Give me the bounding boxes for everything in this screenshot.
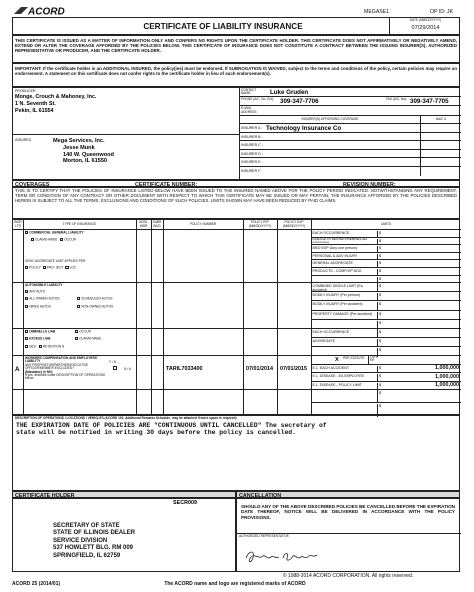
policy-label: POLICY	[29, 265, 41, 270]
claims-made-label: CLAIMS-MADE	[35, 237, 58, 242]
col-addl: ADDL INSR	[139, 220, 148, 228]
holder-line: 537 HOWLETT BLG. RM 009	[53, 545, 134, 552]
insurer-label: INSURER A :	[241, 126, 263, 130]
limit-label: PRODUCTS - COMP/OP AGG	[312, 269, 362, 273]
acord-logo	[12, 5, 72, 17]
op-id: OP ID: JK	[430, 9, 453, 15]
cert-number-label: CERTIFICATE NUMBER:	[135, 181, 198, 188]
top-id: MEGASE1	[364, 9, 390, 15]
insured-line: Morton, IL 61550	[63, 158, 108, 165]
insurer-label: INSURER B :	[241, 134, 263, 139]
umbrella-type	[25, 330, 135, 349]
producer-box	[13, 88, 240, 134]
table-header-row	[13, 220, 461, 230]
loc-label: LOC	[69, 265, 77, 270]
col-ltr: INSR LTR	[14, 220, 22, 228]
limit-row: E.L. EACH ACCIDENT $ 1,000,000	[312, 365, 459, 371]
naic-header: NAIC #	[420, 116, 461, 123]
contact-name-label: CONTACT NAME:	[241, 87, 257, 96]
producer-line: Pekin, IL 61554	[15, 108, 54, 115]
retention-checkbox[interactable]	[39, 345, 42, 348]
limit-row: EACH OCCURRENCE $	[311, 230, 461, 238]
insurer-label: INSURER D :	[241, 151, 263, 156]
umbrella-section	[13, 329, 461, 356]
date-box	[389, 18, 461, 34]
contact-name-row	[240, 88, 461, 97]
umbrella-occur-checkbox[interactable]	[75, 330, 78, 333]
insured-lines	[53, 138, 114, 165]
holder-label: CERTIFICATE HOLDER	[15, 492, 75, 499]
limit-row: PERSONAL & ADV INJURY $	[311, 253, 461, 261]
col-exp: POLICY EXP (MM/DD/YYYY)	[282, 220, 306, 228]
hired-checkbox[interactable]	[25, 305, 28, 308]
limit-label: GENERAL AGGREGATE	[312, 261, 353, 266]
svg-text:ACORD: ACORD	[28, 6, 65, 17]
col-subr: SUBR WVD	[152, 220, 162, 228]
scheduled-checkbox[interactable]	[77, 297, 80, 300]
limit-label: MED EXP (Any one person)	[312, 246, 358, 251]
limit-label: EACH OCCURRENCE	[312, 330, 350, 334]
auto-type	[25, 284, 135, 309]
holder-line: SPRINGFIELD, IL 62759	[53, 552, 121, 559]
email-label: E-MAIL ADDRESS:	[241, 106, 258, 114]
producer-line: 1 N. Seventh St.	[15, 101, 56, 108]
trademark: The ACORD name and logo are registered marks of ACORD	[164, 581, 306, 587]
disclaimer: THIS CERTIFICATE IS ISSUED AS A MATTER OF INFORMATION ONLY AND CONFERS NO RIGHTS UPON THE CERTIFICATE HOLDER. THIS CERTIFICATE DOES NOT AFFIRMATIVELY OR NEGATIVELY AMEND, EXTEND OR ALTER THE COVERAGE AFFORDED BY THE POLICIES BELOW. THIS CERTIFICATE OF INSURANCE DOES NOT CONSTITUTE A CONTRACT BETWEEN THE ISSUING INSURER(S), AUTHORIZED REPRESENTATIVE OR PRODUCER, AND THE CERTIFICATE HOLDER.	[12, 35, 460, 63]
holder-header	[12, 491, 236, 498]
limit-row: PRODUCTS - COMP/OP AGG $	[311, 268, 461, 276]
insurer-row	[240, 124, 461, 133]
limit-value: 1,000,000	[435, 373, 459, 380]
wc-policy-number: TARIL7033400	[166, 366, 203, 372]
umbrella-label: UMBRELLA LIAB	[29, 329, 56, 334]
holder-line: STATE OF ILLINOIS DEALER	[53, 530, 136, 537]
insurer-label: INSURER C :	[241, 143, 263, 148]
limit-row: $	[311, 320, 461, 329]
insurer-row	[240, 150, 461, 159]
insured-line: Jesse Munk	[63, 144, 95, 151]
limit-row: E.L. DISEASE - EA EMPLOYEE $ 1,000,000	[312, 373, 459, 380]
col-eff: POLICY EFF (MM/DD/YYYY)	[248, 220, 272, 228]
non-owned-checkbox[interactable]	[77, 305, 80, 308]
limit-row: EACH OCCURRENCE $	[311, 329, 461, 338]
important-notice: IMPORTANT: If the certificate holder is an ADDITIONAL INSURED, the policy(ies) must be endorsed. If SUBROGATION IS WAIVED, subject to the terms and conditions of the policy, certain policies may require an endorsement. A statement on this certificate does not confer rights to the certificate holder in lieu of such endorsement(s).	[12, 63, 460, 87]
wc-eff-date: 07/01/2014	[246, 366, 273, 372]
limit-row: DAMAGE TO RENTED PREMISES (Ea occurrence) $	[311, 238, 461, 246]
insurer-label: INSURER E :	[241, 160, 263, 165]
wc-yn-box[interactable]	[113, 366, 117, 370]
any-auto-label: ANY AUTO	[29, 289, 46, 294]
contact-name: Luke Gruden	[270, 89, 309, 96]
contact-box	[240, 88, 461, 124]
limit-label: E.L. EACH ACCIDENT	[312, 365, 350, 370]
limit-row: PROPERTY DAMAGE (Per accident) $	[311, 311, 461, 320]
date-label: DATE (MM/DD/YYYY)	[409, 18, 442, 22]
blank-limits: $ $	[311, 390, 461, 416]
insured-line: 140 W. Queenwood	[63, 151, 114, 158]
umbrella-claims-checkbox[interactable]	[75, 337, 78, 340]
document-title: CERTIFICATE OF LIABILITY INSURANCE	[143, 22, 303, 31]
per-statute-mark: X	[335, 357, 339, 363]
non-owned-label: NON-OWNED AUTOS	[81, 304, 114, 309]
limit-label: BODILY INJURY (Per person)	[312, 293, 361, 298]
fax-label: FAX (A/C, No):	[386, 96, 408, 101]
rep-area	[237, 533, 461, 573]
agg-title: GEN'L AGGREGATE LIMIT APPLIES PER:	[25, 259, 87, 264]
col-limits: LIMITS	[380, 222, 392, 226]
wc-statute-row	[311, 356, 461, 365]
limit-row: GENERAL AGGREGATE $	[311, 260, 461, 268]
wc-describe: If yes, describe under DESCRIPTION OF OPERATIONS below	[25, 373, 106, 381]
excess-label: EXCESS LIAB	[29, 336, 51, 341]
insurer-row	[240, 167, 461, 176]
insurer-header-row	[240, 116, 461, 124]
umbrella-checkbox[interactable]	[25, 330, 28, 333]
holder-box	[12, 498, 236, 572]
loc-checkbox[interactable]	[65, 266, 68, 269]
producer-label: PRODUCER	[15, 89, 36, 93]
limit-label: E.L. DISEASE - EA EMPLOYEE	[312, 374, 365, 378]
wc-na: N / A	[124, 367, 131, 371]
email-row	[240, 106, 461, 116]
col-policy: POLICY NUMBER	[189, 222, 217, 226]
limit-label: EACH OCCURRENCE	[312, 231, 350, 235]
holder-line: SERVICE DIVISION	[53, 537, 108, 544]
wc-mandatory: (Mandatory in NH)	[25, 369, 53, 374]
scheduled-label: SCHEDULED AUTOS	[81, 296, 113, 301]
wc-proprietor: ANY PROPRIETOR/PARTNER/EXECUTIVE OFFICER/MEMBER EXCLUDED?	[25, 363, 89, 371]
wc-yn: Y / N	[109, 360, 117, 364]
title-bar	[12, 17, 460, 35]
limit-row: $	[311, 347, 461, 356]
limit-value: 1,000,000	[435, 365, 459, 371]
acord-logo-icon	[12, 5, 72, 17]
auto-title: AUTOMOBILE LIABILITY	[25, 283, 63, 287]
fax-value: 309-347-7705	[410, 98, 449, 105]
blank-coverage-row	[13, 390, 461, 416]
cancellation-label: CANCELLATION	[239, 492, 282, 499]
limit-label: BODILY INJURY (Per accident)	[312, 302, 363, 307]
coverage-table	[12, 219, 460, 415]
description-text: THE EXPIRATION DATE OF POLICIES ARE "CONTINUOUS UNTIL CANCELLED" The secretary of state will be notified in writing 30 days before the policy is cancelled.	[16, 421, 327, 436]
per-statute-label: PER STATUTE	[343, 355, 365, 360]
description-label: DESCRIPTION OF OPERATIONS / LOCATIONS / VEHICLES (ACORD 101, Additional Remarks Schedule, may be attached if more space is required)	[15, 416, 237, 420]
limit-label: PROPERTY DAMAGE (Per accident)	[312, 311, 373, 316]
col-type: TYPE OF INSURANCE	[62, 222, 97, 226]
holder-line: SECRETARY OF STATE	[53, 523, 120, 529]
contact-phone-row	[240, 97, 461, 106]
insurer-row	[240, 133, 461, 142]
insurer-row	[240, 158, 461, 167]
auto-section	[13, 283, 461, 329]
wc-exp-date: 07/01/2015	[280, 366, 307, 372]
limit-row: E.L. DISEASE - POLICY LIMIT $ 1,000,000	[311, 382, 461, 391]
rep-label: AUTHORIZED REPRESENTATIVE	[239, 534, 289, 538]
limit-row: AGGREGATE $	[311, 338, 461, 347]
form-number: ACORD 25 (2014/01)	[12, 581, 61, 587]
limit-row: BODILY INJURY (Per person) $	[311, 292, 461, 301]
auto-limits	[311, 283, 461, 329]
revision-label: REVISION NUMBER:	[343, 181, 396, 188]
project-checkbox[interactable]	[43, 266, 46, 269]
insurers-header: INSURER(S) AFFORDING COVERAGE	[301, 116, 359, 121]
signature-icon	[243, 548, 323, 566]
ded-checkbox[interactable]	[25, 345, 28, 348]
excess-checkbox[interactable]	[25, 337, 28, 340]
ded-label: DED	[29, 344, 36, 349]
limit-label: E.L. DISEASE - POLICY LIMIT	[312, 382, 362, 387]
copyright: © 1988-2014 ACORD CORPORATION. All rights reserved.	[282, 573, 414, 579]
phone-label: PHONE (A/C, No, Ext):	[241, 96, 274, 101]
producer-line: Monge, Crouch & Mahoney, Inc.	[15, 94, 97, 101]
limit-label: DAMAGE TO RENTED PREMISES (Ea occurrence)	[312, 236, 368, 245]
limit-label: COMBINED SINGLE LIMIT (Ea accident)	[312, 284, 363, 293]
parties-section	[12, 87, 460, 180]
gl-title: COMMERCIAL GENERAL LIABILITY	[29, 230, 84, 235]
insured-line: Mega Services, Inc.	[53, 138, 105, 144]
retention-label: RETENTION $	[42, 344, 64, 349]
insurer-name: Technology Insurance Co	[266, 125, 342, 132]
coverages-label: COVERAGES	[15, 181, 50, 188]
insurer-row	[240, 141, 461, 150]
cancellation-box	[236, 498, 460, 572]
limit-value: 1,000,000	[435, 382, 459, 388]
limit-row: COMBINED SINGLE LIMIT (Ea accident) $	[311, 283, 461, 292]
insured-label: INSURED	[15, 138, 32, 142]
wc-type	[25, 357, 135, 381]
insurers-list	[240, 124, 461, 181]
umbrella-occur-label: OCCUR	[79, 329, 91, 334]
wc-ltr: A	[15, 366, 20, 373]
insurer-label: INSURER F :	[241, 169, 263, 173]
limit-label: AGGREGATE	[312, 339, 335, 343]
limit-row: $	[311, 276, 461, 284]
umbrella-limits	[311, 329, 461, 356]
limit-row: BODILY INJURY (Per accident) $	[311, 301, 461, 310]
description-box	[12, 415, 460, 491]
project-label: PRO- JECT	[46, 265, 64, 270]
all-owned-label: ALL OWNED AUTOS	[29, 296, 60, 301]
cancellation-header	[236, 491, 460, 498]
coverage-notice: THIS IS TO CERTIFY THAT THE POLICIES OF INSURANCE LISTED BELOW HAVE BEEN ISSUED TO THE INSURED NAMED ABOVE FOR THE POLICY PERIOD INDICATED. NOTWITHSTANDING ANY REQUIREMENT, TERM OR CONDITION OF ANY CONTRACT OR OTHER DOCUMENT WITH RESPECT TO WHICH THIS CERTIFICATE MAY BE ISSUED OR MAY PERTAIN, THE INSURANCE AFFORDED BY THE POLICIES DESCRIBED HEREIN IS SUBJECT TO ALL THE TERMS, EXCLUSIONS AND CONDITIONS OF SUCH POLICIES. LIMITS SHOWN MAY HAVE BEEN REDUCED BY PAID CLAIMS.	[12, 187, 460, 219]
any-auto-checkbox[interactable]	[25, 290, 28, 293]
coverages-header	[12, 180, 460, 187]
oth-label: OTH- ER	[368, 356, 382, 364]
phone-value: 309-347-7706	[280, 98, 319, 105]
occur-checkbox[interactable]	[60, 238, 63, 241]
all-owned-checkbox[interactable]	[25, 297, 28, 300]
workers-comp-section	[13, 356, 461, 390]
holder-code: SECR009	[173, 500, 197, 506]
insured-box	[13, 134, 240, 181]
policy-checkbox[interactable]	[25, 266, 28, 269]
wc-limits	[311, 356, 461, 390]
gl-checkbox[interactable]	[25, 231, 28, 234]
date-value: 07/29/2014	[411, 24, 440, 31]
cancellation-text: SHOULD ANY OF THE ABOVE DESCRIBED POLICIES BE CANCELLED BEFORE THE EXPIRATION DATE THEREOF, NOTICE WILL BE DELIVERED IN ACCORDANCE WITH THE POLICY PROVISIONS.	[241, 504, 455, 520]
general-liability-section	[13, 230, 461, 283]
gl-limits	[311, 230, 461, 283]
wc-title: WORKERS COMPENSATION AND EMPLOYERS' LIABILITY	[25, 355, 98, 363]
hired-label: HIRED AUTOS	[29, 304, 51, 309]
occur-label: OCCUR	[64, 237, 76, 242]
limit-row: MED EXP (Any one person) $	[311, 245, 461, 253]
limit-label: PERSONAL & ADV INJURY	[312, 253, 358, 258]
claims-made-checkbox[interactable]	[31, 238, 34, 241]
gl-type	[25, 231, 135, 270]
holder-lines	[53, 523, 135, 560]
umbrella-claims-label: CLAIMS-MADE	[79, 336, 102, 341]
